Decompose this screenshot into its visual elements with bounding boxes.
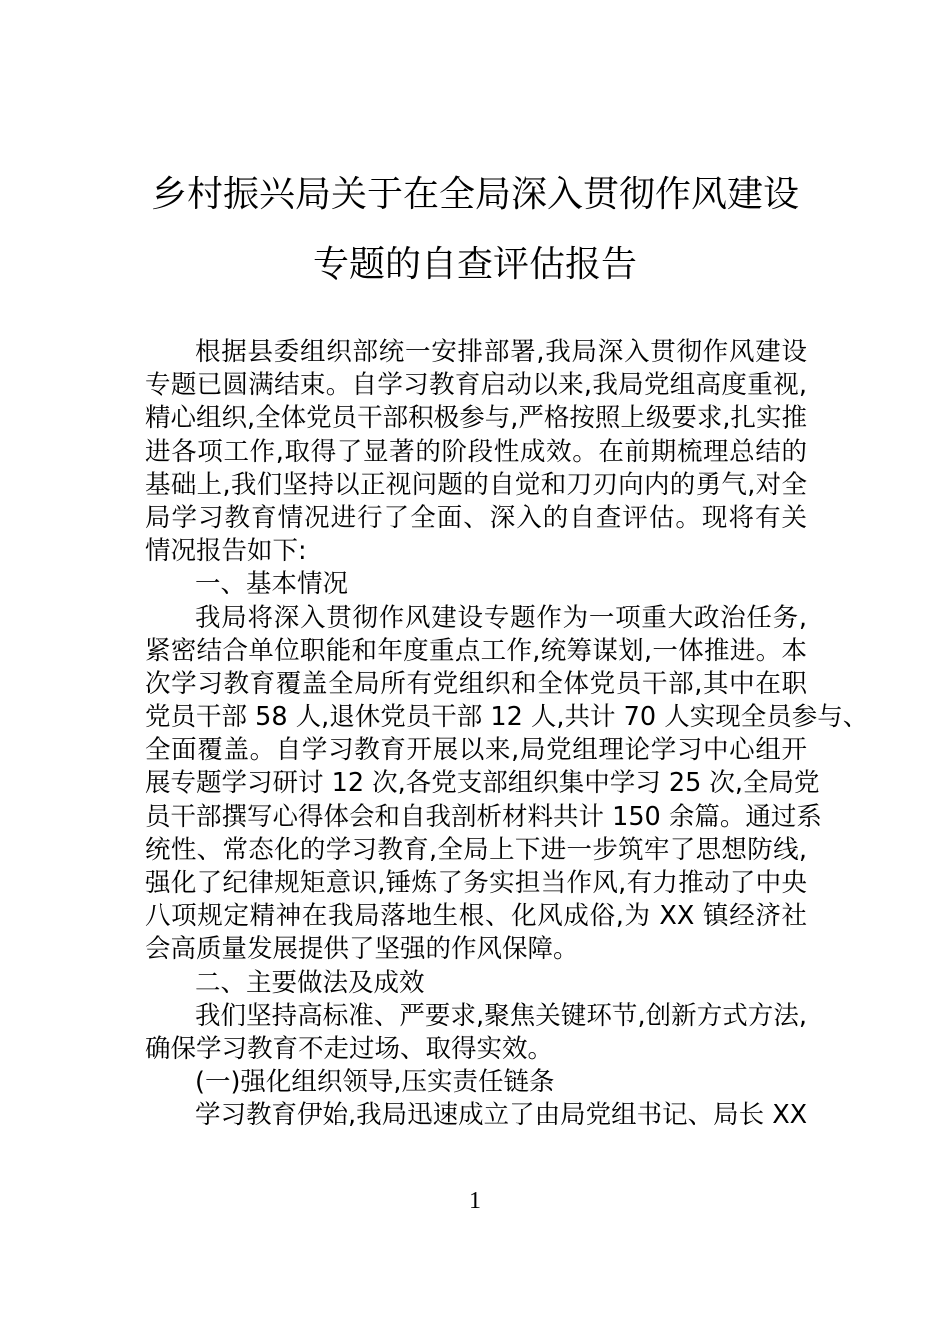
- section-heading: 一、基本情况: [195, 569, 349, 600]
- paragraph-line: 确保学习教育不走过场、取得实效。: [145, 1033, 554, 1064]
- paragraph-line: 局学习教育情况进行了全面、深入的自查评估。现将有关: [145, 502, 807, 533]
- paragraph-line: 情况报告如下:: [145, 536, 307, 567]
- paragraph-line: 学习教育伊始,我局迅速成立了由局党组书记、局长 XX: [195, 1100, 808, 1131]
- paragraph-line: 党员干部 58 人,退休党员干部 12 人,共计 70 人实现全员参与、: [145, 702, 869, 733]
- paragraph-line: 展专题学习研讨 12 次,各党支部组织集中学习 25 次,全局党: [145, 768, 820, 799]
- paragraph-line: 专题已圆满结束。自学习教育启动以来,我局党组高度重视,: [145, 370, 807, 401]
- paragraph-line: 八项规定精神在我局落地生根、化风成俗,为 XX 镇经济社: [145, 901, 807, 932]
- paragraph-line: 强化了纪律规矩意识,锤炼了务实担当作风,有力推动了中央: [145, 868, 807, 898]
- paragraph-line: 基础上,我们坚持以正视问题的自觉和刀刃向内的勇气,对全: [145, 469, 807, 500]
- paragraph-line: 会高质量发展提供了坚强的作风保障。: [145, 934, 579, 965]
- paragraph-line: 精心组织,全体党员干部积极参与,严格按照上级要求,扎实推: [145, 403, 807, 434]
- paragraph-line: 进各项工作,取得了显著的阶段性成效。在前期梳理总结的: [145, 436, 807, 467]
- document-title-line-2: 专题的自查评估报告: [312, 244, 637, 285]
- paragraph-line: 统性、常态化的学习教育,全局上下进一步筑牢了思想防线,: [145, 834, 807, 865]
- paragraph-line: 全面覆盖。自学习教育开展以来,局党组理论学习中心组开: [145, 735, 807, 766]
- paragraph-line: 次学习教育覆盖全局所有党组织和全体党员干部,其中在职: [145, 668, 807, 699]
- section-heading: (一)强化组织领导,压实责任链条: [195, 1067, 555, 1098]
- paragraph-line: 我局将深入贯彻作风建设专题作为一项重大政治任务,: [195, 602, 807, 633]
- paragraph-line: 紧密结合单位职能和年度重点工作,统筹谋划,一体推进。本: [145, 635, 807, 666]
- document-title-line-1: 乡村振兴局关于在全局深入贯彻作风建设: [150, 174, 799, 215]
- document-body: [145, 336, 869, 1133]
- paragraph-line: 根据县委组织部统一安排部署,我局深入贯彻作风建设: [195, 337, 807, 367]
- page-number: 1: [469, 1188, 481, 1214]
- section-heading: 二、主要做法及成效: [195, 967, 425, 998]
- paragraph-line: 我们坚持高标准、严要求,聚焦关键环节,创新方式方法,: [195, 1000, 807, 1031]
- paragraph-line: 员干部撰写心得体会和自我剖析材料共计 150 余篇。通过系: [145, 801, 822, 832]
